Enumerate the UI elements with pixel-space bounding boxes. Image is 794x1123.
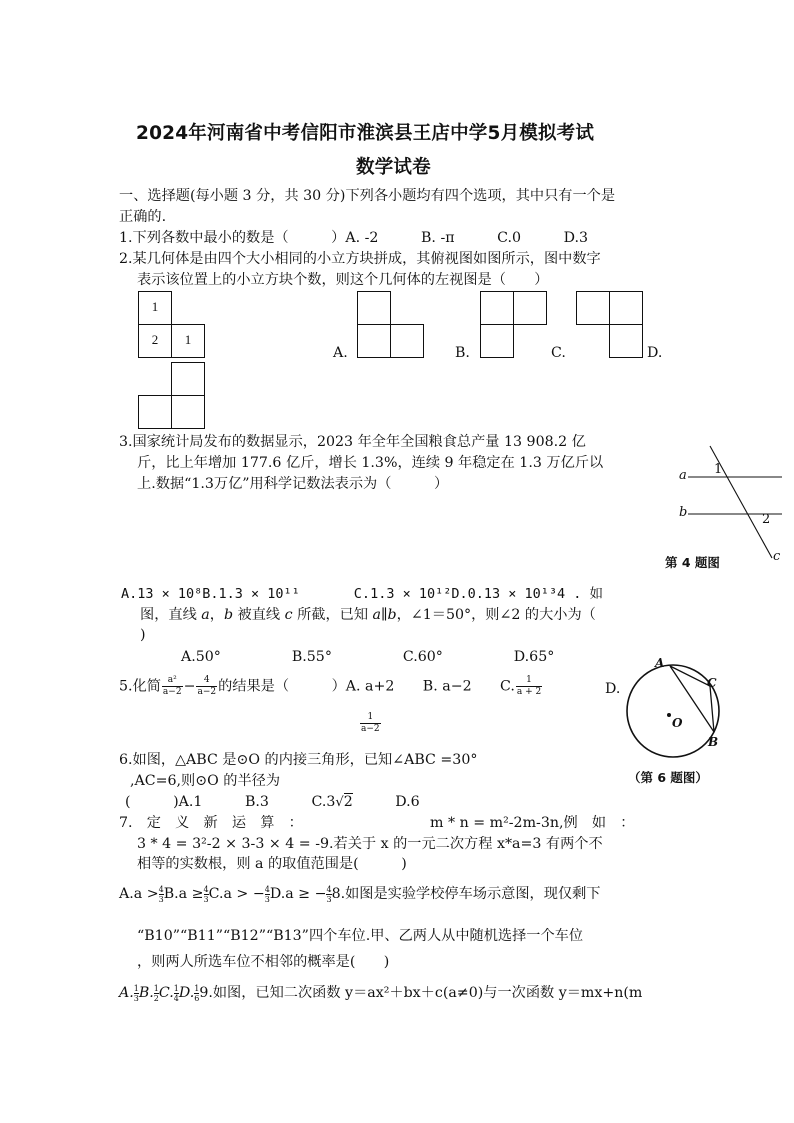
q5-prefix: 5.化简 [119, 678, 161, 695]
q4-text: 图，直线 [140, 607, 202, 623]
q8-c-num: 1 [173, 983, 179, 993]
option-b-label: B. [455, 345, 470, 361]
question-3-line1: 3.国家统计局发布的数据显示，2023 年全年全国粮食总产量 13 908.2 亿 [119, 434, 586, 450]
fig4-angle-1: 1 [714, 462, 723, 477]
question-6-line1: 6.如图，△ABC 是⊙O 的内接三角形，已知∠ABC =30° [119, 752, 478, 768]
top-view-cell-1: 1 [138, 291, 172, 325]
q5-option-d [359, 712, 382, 735]
option-d-square [609, 324, 643, 358]
q5-f1-den: a−2 [162, 687, 182, 697]
question-4-line [140, 604, 596, 626]
option-b-square [480, 291, 514, 325]
q7-c-num: 4 [264, 884, 270, 894]
question-6-line2: ,AC=6,则⊙O 的半径为 [130, 773, 281, 789]
question-2-line1: 2.某几何体是由四个大小相同的小立方块拼成，其俯视图如图所示，图中数字 [119, 251, 601, 267]
q5-fraction-1 [162, 675, 183, 698]
q7-opt-b: B.a ≥ [163, 886, 204, 902]
q5-d-num: 1 [360, 712, 381, 724]
q8-c-den: 4 [173, 993, 179, 1003]
left-view-square [171, 395, 205, 429]
q5-c-den: a + 2 [516, 687, 542, 697]
page-title: 2024年河南省中考信阳市淮滨县王店中学5月模拟考试 [136, 123, 595, 144]
fig6-label-b: B [708, 735, 719, 749]
q7-b-den: 3 [203, 894, 209, 904]
q4-var-b: b [223, 607, 234, 623]
figure-4-parallel-lines [668, 438, 788, 568]
question-3-line3: 上.数据“1.3万亿”用科学记数法表示为（ ） [137, 476, 449, 492]
q8-a-num: 1 [133, 983, 139, 993]
fig4-caption: 第 4 题图 [665, 555, 720, 570]
q5-c-num: 1 [516, 675, 542, 687]
left-view-square [138, 395, 172, 429]
q7-c-den: 3 [264, 894, 270, 904]
question-4-options: A.50° B.55° C.60° D.65° [181, 649, 555, 665]
question-4-line3: ) [140, 627, 146, 643]
q5-option-c-fraction [516, 675, 542, 698]
q4-var-c: c [284, 607, 293, 623]
option-d-square [576, 291, 610, 325]
fig6-label-a: A [655, 656, 665, 670]
q5-option-d-label: D. [605, 681, 621, 697]
q8-d-den: 6 [194, 993, 200, 1003]
q7-opt-a: A.a > [119, 886, 159, 902]
q7-opt-c: C.a > − [208, 886, 265, 902]
question-5 [119, 675, 543, 698]
question-9-line1: 9.如图，已知二次函数 y＝ax²＋bx＋c(a≠0)与一次函数 y＝mx+n(m [199, 985, 643, 1001]
q8-b-num: 1 [153, 983, 159, 993]
q5-middle: 的结果是（ ）A. a+2 B. a−2 C. [218, 678, 515, 695]
q6-opts-a: ( )A.1 B.3 C.3 [125, 794, 336, 810]
fig6-label-c: C [707, 676, 717, 690]
q7-d-num: 4 [326, 884, 332, 894]
option-a-square [390, 324, 424, 358]
circle-o [627, 665, 719, 757]
fig6-label-o: O [672, 716, 683, 730]
fig6-caption: （第 6 题图） [628, 770, 708, 785]
center-point [667, 713, 671, 717]
page-subtitle: 数学试卷 [356, 157, 431, 178]
q5-f2-den: a−2 [197, 687, 217, 697]
section-instructions-line1: 一、选择题(每小题 3 分，共 30 分)下列各小题均有四个选项，其中只有一个是 [119, 188, 616, 204]
option-c-label: C. [551, 345, 566, 361]
fig4-label-b: b [679, 505, 688, 520]
q6-root-value: 2 [343, 794, 353, 810]
question-3-line2: 斤，比上年增加 177.6 亿斤，增长 1.3%，连续 9 年稳定在 1.3 万亿斤以 [137, 455, 604, 471]
q5-option-d-fraction [360, 712, 381, 735]
q8-a-den: 3 [133, 993, 139, 1003]
question-1: 1.下列各数中最小的数是（ ）A. -2 B. -π C.0 D.3 [119, 230, 588, 246]
q8-opt-a: A. [119, 985, 134, 1001]
question-8-options [119, 982, 642, 1004]
option-a-square [357, 324, 391, 358]
question-8-line3: ，则两人所选车位不相邻的概率是( ) [137, 954, 390, 970]
fig4-angle-2: 2 [762, 512, 771, 527]
q7-d-den: 3 [326, 894, 332, 904]
fig4-label-c: c [773, 549, 781, 564]
fig4-label-a: a [679, 468, 687, 483]
q8-d-num: 1 [194, 983, 200, 993]
question-2-line2: 表示该位置上的小立方块个数，则这个几何体的左视图是（ ） [137, 272, 549, 288]
question-8-line2: “B10”“B11”“B12”“B13”四个车位.甲、乙两人从中随机选择一个车位 [137, 928, 584, 944]
top-view-cell-3: 1 [171, 324, 205, 358]
q5-d-den: a−2 [361, 724, 380, 734]
top-view-cell-2: 2 [138, 324, 172, 358]
option-d-label: D. [647, 345, 663, 361]
question-7-line1a: 7. 定 义 新 运 算 ： [119, 815, 303, 831]
q8-b-den: 2 [153, 993, 159, 1003]
option-b-square [480, 324, 514, 358]
q7-a-den: 3 [158, 894, 164, 904]
q8-opt-d: D. [178, 985, 195, 1001]
sqrt-icon: √ [335, 795, 344, 810]
option-a-label: A. [333, 345, 348, 361]
q8-opt-b: B. [138, 985, 154, 1001]
q5-f1-num: a² [162, 675, 183, 687]
q4-text: ， [209, 607, 224, 623]
q7-b-num: 4 [203, 884, 209, 894]
q8-opt-c: C. [158, 985, 174, 1001]
q4-text: 所截，已知 [292, 607, 373, 623]
question-6-options [125, 791, 420, 814]
question-7-line2: 3 * 4 = 3²-2 × 3-3 × 4 = -9.若关于 x 的一元二次方程 x*a=3 有两个不 [137, 836, 603, 852]
q5-fraction-2 [196, 675, 217, 698]
q5-minus: − [183, 678, 196, 695]
question-3-options: A.13 × 10⁸B.1.3 × 10¹¹ C.1.3 × 10¹²D.0.13 × 10¹³4 . 如 [121, 586, 604, 602]
q6-opts-b: D.6 [352, 794, 420, 810]
left-view-square [171, 362, 205, 396]
option-b-square [513, 291, 547, 325]
question-7-line3: 相等的实数根，则 a 的取值范围是( ) [137, 856, 407, 872]
option-d-square [609, 291, 643, 325]
section-instructions-line2: 正确的. [119, 209, 167, 225]
q4-parallel: a∥b [372, 607, 397, 623]
q5-f2-num: 4 [196, 675, 217, 687]
question-7-line1b: m * n = m²-2m-3n,例 如 ： [430, 815, 635, 831]
option-a-square [357, 291, 391, 325]
question-7-options [119, 883, 600, 905]
q4-text: 被直线 [233, 607, 285, 623]
question-8-line1: 8.如图是实验学校停车场示意图，现仅剩下 [331, 886, 601, 902]
q4-var-a: a [201, 607, 210, 623]
q7-opt-d: D.a ≥ − [269, 886, 327, 902]
q4-text: ，∠1＝50°，则∠2 的大小为（ [396, 607, 596, 623]
q7-a-num: 4 [158, 884, 164, 894]
